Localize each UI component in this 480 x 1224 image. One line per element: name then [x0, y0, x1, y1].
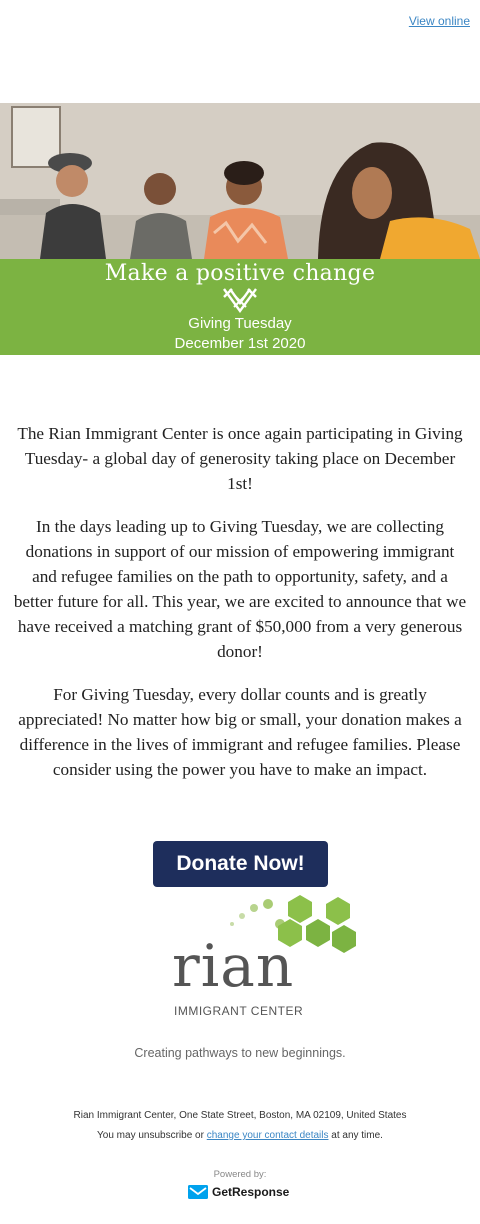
giving-tuesday-heart-icon [222, 287, 258, 313]
intro-paragraph: The Rian Immigrant Center is once again participating in Giving Tuesday- a global day of generosity taking place on December 1st! [17, 424, 463, 493]
footer-address: Rian Immigrant Center, One State Street, Boston, MA 02109, United States [73, 1110, 407, 1121]
giving-tuesday-banner [0, 259, 480, 355]
email-body [12, 421, 468, 800]
footer-unsubscribe [0, 1130, 480, 1141]
view-online-link[interactable]: View online [408, 14, 470, 28]
change-contact-details-link[interactable]: change your contact details [206, 1130, 329, 1141]
unsub-suffix: at any time. [328, 1130, 383, 1141]
powered-by-label: Powered by: [213, 1169, 267, 1180]
hero-photo-illustration [0, 103, 480, 259]
getresponse-wordmark: GetResponse [212, 1185, 290, 1199]
unsub-prefix: You may unsubscribe or [97, 1130, 207, 1141]
banner-headline: Make a positive change [104, 261, 376, 286]
logo-wordmark: rian [172, 932, 295, 1000]
hero-banner [0, 103, 480, 355]
getresponse-logo[interactable] [188, 1183, 292, 1201]
logo-tagline: Creating pathways to new beginnings. [134, 1046, 346, 1060]
rian-logo [110, 890, 370, 1070]
appeal-paragraph: For Giving Tuesday, every dollar counts and is greatly appreciated! No matter how big or small, your donation makes a difference in the lives of immigrant and refugee families. Please consider using the power you have to make an impact. [18, 685, 462, 779]
mission-paragraph: In the days leading up to Giving Tuesday, we are collecting donations in support of our mission of empowering immigrant and refugee families on the path to opportunity, safety, and a better future for all. This year, we are excited to announce that we have received a matching grant of $50,000 from a very generous donor! [13, 517, 467, 661]
banner-subtitle: Giving Tuesday [188, 315, 292, 332]
banner-date: December 1st 2020 [174, 335, 306, 352]
logo-subtitle: IMMIGRANT CENTER [174, 1004, 304, 1018]
donate-now-button[interactable]: Donate Now! [153, 841, 328, 887]
envelope-icon [188, 1185, 208, 1199]
hero-photo [0, 103, 480, 259]
